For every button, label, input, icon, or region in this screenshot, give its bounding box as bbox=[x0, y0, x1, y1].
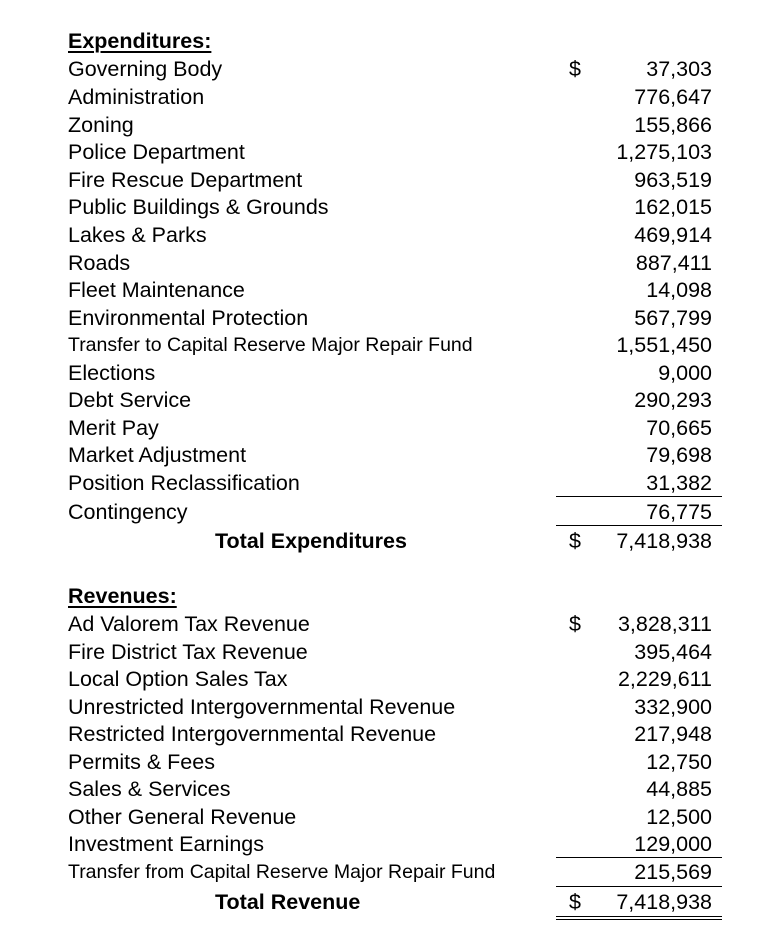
revenue-row bbox=[68, 776, 712, 804]
expenditure-row bbox=[68, 332, 712, 360]
line-item-amount: 215,569 bbox=[634, 860, 712, 884]
expenditure-row bbox=[68, 305, 712, 333]
line-item-amount: 567,799 bbox=[634, 305, 712, 330]
total-expenditures-amount: 7,418,938 bbox=[616, 529, 712, 553]
dollar-sign: $ bbox=[569, 57, 581, 81]
line-item-label: Transfer from Capital Reserve Major Repair Fund bbox=[68, 861, 496, 883]
expenditure-row bbox=[68, 84, 712, 112]
total-revenue-label: Total Revenue bbox=[215, 890, 361, 914]
line-item-amount: 162,015 bbox=[634, 195, 712, 219]
line-item-amount: 963,519 bbox=[634, 167, 712, 192]
line-item-amount: 70,665 bbox=[646, 415, 712, 440]
line-item-label: Ad Valorem Tax Revenue bbox=[68, 612, 310, 636]
dollar-sign: $ bbox=[569, 890, 581, 914]
revenue-row bbox=[68, 639, 712, 667]
line-item-amount: 1,275,103 bbox=[616, 140, 712, 164]
revenue-row bbox=[68, 859, 712, 887]
total-rule bbox=[556, 886, 722, 887]
double-rule-bottom bbox=[556, 919, 722, 920]
line-item-label: Position Reclassification bbox=[68, 470, 300, 495]
revenue-row bbox=[68, 831, 712, 859]
line-item-amount: 76,775 bbox=[646, 500, 712, 524]
expenditure-row bbox=[68, 194, 712, 222]
expenditure-row bbox=[68, 499, 712, 527]
line-item-amount: 3,828,311 bbox=[617, 612, 712, 636]
line-item-amount: 31,382 bbox=[646, 470, 712, 495]
line-item-amount: 217,948 bbox=[634, 722, 712, 746]
line-item-label: Debt Service bbox=[68, 388, 192, 412]
revenue-row bbox=[68, 804, 712, 832]
subtotal-rule bbox=[556, 857, 722, 858]
line-item-amount: 12,500 bbox=[646, 804, 712, 829]
line-item-amount: 776,647 bbox=[634, 85, 712, 109]
line-item-label: Elections bbox=[68, 360, 156, 385]
line-item-label: Contingency bbox=[68, 500, 188, 524]
line-item-label: Transfer to Capital Reserve Major Repair Fund bbox=[68, 334, 473, 356]
line-item-label: Fire District Tax Revenue bbox=[68, 639, 308, 664]
expenditure-row bbox=[68, 470, 712, 498]
expenditures-heading: Expenditures: bbox=[68, 29, 212, 53]
line-item-label: Zoning bbox=[68, 112, 134, 137]
line-item-label: Restricted Intergovernmental Revenue bbox=[68, 722, 437, 746]
line-item-label: Roads bbox=[68, 250, 131, 275]
line-item-amount: 129,000 bbox=[634, 832, 712, 856]
revenue-row bbox=[68, 694, 712, 722]
line-item-amount: 469,914 bbox=[634, 223, 712, 247]
revenue-row bbox=[68, 721, 712, 749]
dollar-sign: $ bbox=[569, 612, 581, 636]
total-expenditures-row bbox=[68, 528, 712, 556]
expenditure-row bbox=[68, 360, 712, 388]
line-item-amount: 887,411 bbox=[635, 250, 712, 275]
line-item-label: Local Option Sales Tax bbox=[68, 667, 288, 691]
line-item-label: Police Department bbox=[68, 140, 245, 164]
line-item-label: Administration bbox=[68, 85, 205, 109]
line-item-amount: 290,293 bbox=[634, 388, 712, 412]
line-item-label: Investment Earnings bbox=[68, 832, 264, 856]
total-rule bbox=[556, 525, 722, 526]
line-item-label: Fleet Maintenance bbox=[68, 278, 245, 302]
total-expenditures-label: Total Expenditures bbox=[215, 529, 407, 553]
line-item-amount: 155,866 bbox=[634, 112, 712, 137]
line-item-amount: 12,750 bbox=[646, 749, 712, 774]
line-item-amount: 79,698 bbox=[646, 443, 712, 467]
double-rule-top bbox=[556, 916, 722, 917]
line-item-amount: 37,303 bbox=[646, 57, 712, 81]
line-item-amount: 14,098 bbox=[646, 278, 712, 302]
revenue-row bbox=[68, 749, 712, 777]
line-item-label: Fire Rescue Department bbox=[68, 167, 303, 192]
line-item-label: Permits & Fees bbox=[68, 749, 215, 774]
revenue-row bbox=[68, 666, 712, 694]
expenditure-row bbox=[68, 387, 712, 415]
expenditure-row bbox=[68, 250, 712, 278]
total-revenue-row bbox=[68, 889, 712, 917]
expenditure-row bbox=[68, 415, 712, 443]
line-item-label: Governing Body bbox=[68, 57, 223, 81]
line-item-amount: 9,000 bbox=[658, 360, 712, 385]
expenditure-row bbox=[68, 442, 712, 470]
dollar-sign: $ bbox=[569, 529, 581, 553]
line-item-amount: 332,900 bbox=[634, 694, 712, 719]
line-item-label: Unrestricted Intergovernmental Revenue bbox=[68, 694, 456, 719]
expenditure-row bbox=[68, 56, 712, 84]
line-item-label: Merit Pay bbox=[68, 415, 159, 440]
line-item-amount: 44,885 bbox=[646, 777, 712, 801]
expenditure-row bbox=[68, 112, 712, 140]
line-item-amount: 395,464 bbox=[634, 639, 712, 664]
revenue-row bbox=[68, 611, 712, 639]
revenues-heading: Revenues: bbox=[68, 584, 177, 608]
line-item-label: Environmental Protection bbox=[68, 305, 309, 330]
expenditure-row bbox=[68, 167, 712, 195]
line-item-amount: 2,229,611 bbox=[617, 667, 712, 691]
subtotal-rule bbox=[556, 496, 722, 497]
line-item-label: Sales & Services bbox=[68, 777, 231, 801]
expenditure-row bbox=[68, 277, 712, 305]
expenditure-row bbox=[68, 222, 712, 250]
line-item-amount: 1,551,450 bbox=[616, 333, 712, 357]
line-item-label: Other General Revenue bbox=[68, 804, 297, 829]
expenditure-row bbox=[68, 139, 712, 167]
line-item-label: Lakes & Parks bbox=[68, 223, 207, 247]
total-revenue-amount: 7,418,938 bbox=[616, 890, 712, 914]
line-item-label: Public Buildings & Grounds bbox=[68, 195, 329, 219]
line-item-label: Market Adjustment bbox=[68, 443, 247, 467]
